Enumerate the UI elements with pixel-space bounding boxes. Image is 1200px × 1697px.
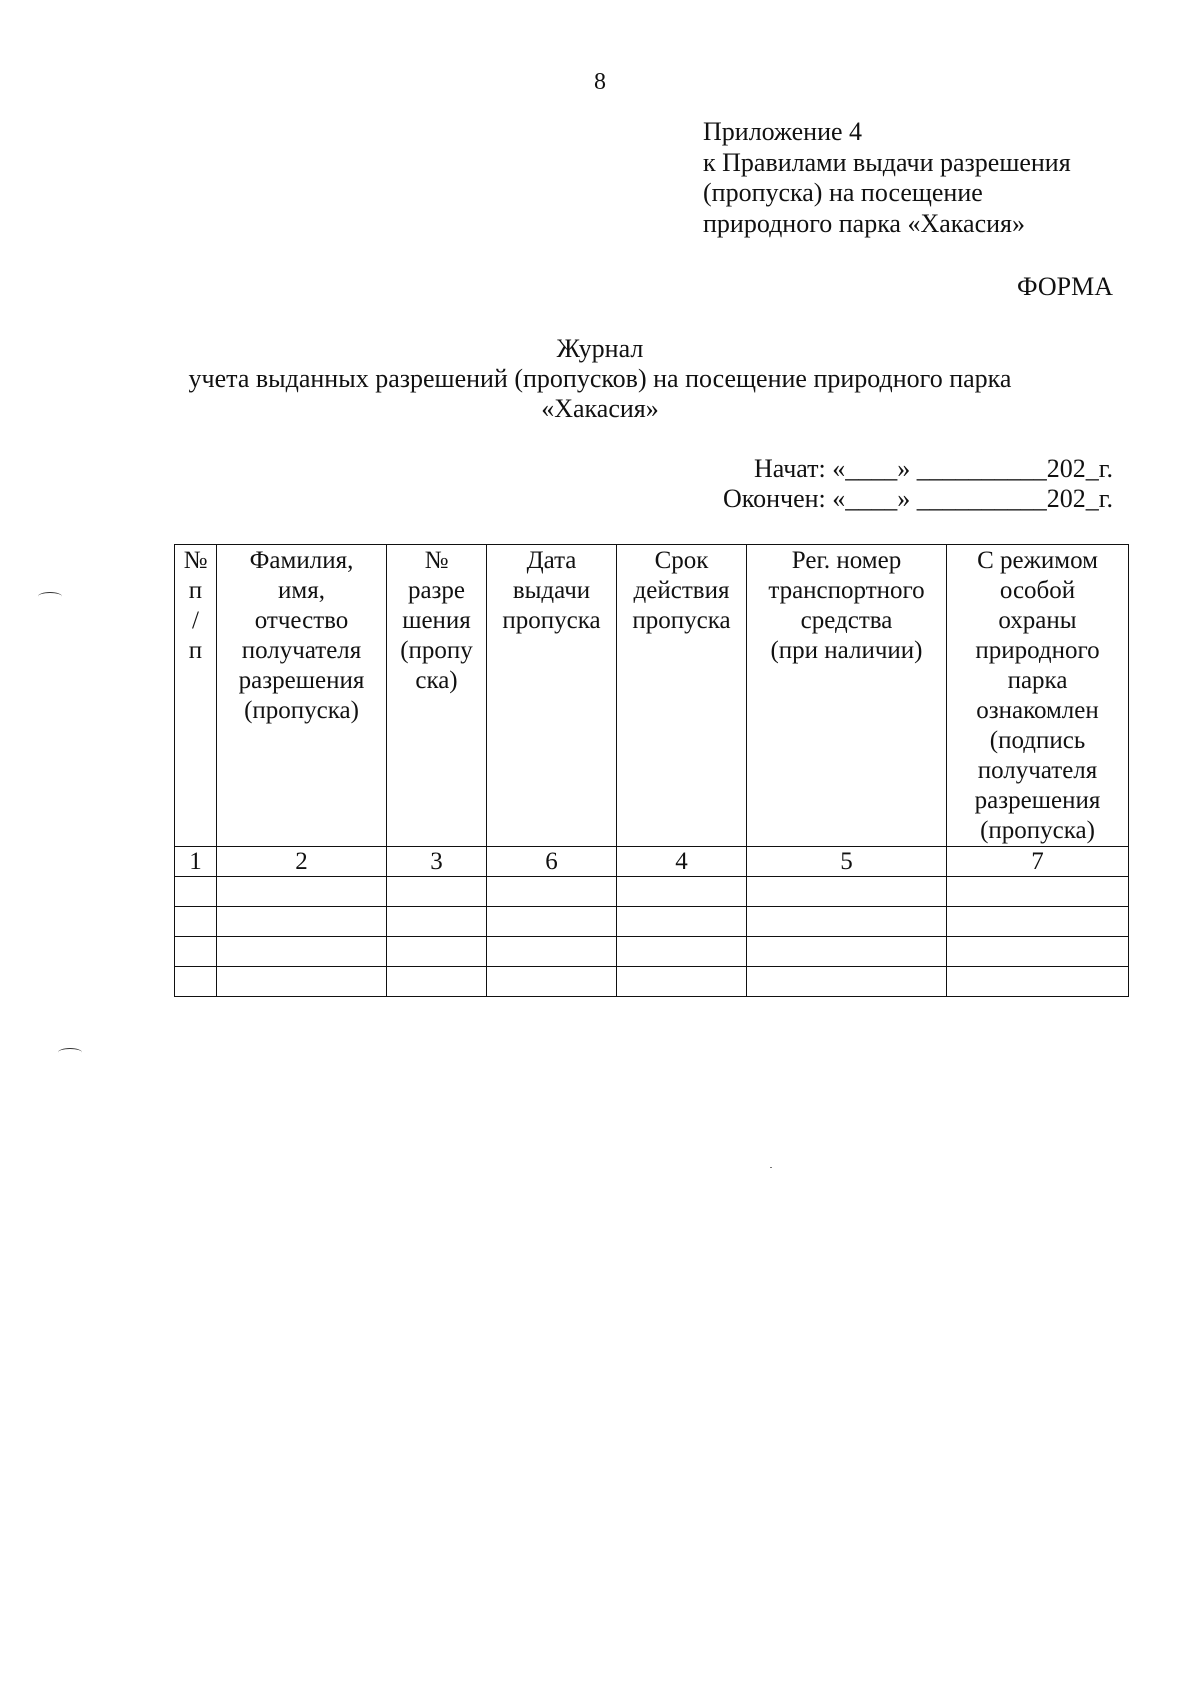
- header-cell-line: шения: [402, 607, 471, 634]
- title-subheading: учета выданных разрешений (пропусков) на посещение природного парка: [188, 364, 1012, 393]
- header-cell-line: (пропу: [400, 637, 473, 664]
- header-cell: [947, 545, 1129, 847]
- header-cell-line: Фамилия,: [249, 547, 354, 574]
- table-header-row: [175, 545, 1129, 847]
- header-cell-line: Срок: [654, 547, 709, 574]
- scan-mark: [38, 592, 62, 601]
- finished-date-field: Окончен: «____» __________202_г.: [723, 484, 1113, 513]
- empty-cell: [747, 907, 947, 937]
- header-cell-line: получателя: [241, 637, 362, 664]
- empty-cell: [217, 967, 387, 997]
- title-park-name: «Хакасия»: [541, 394, 659, 423]
- journal-dates: [723, 454, 1113, 514]
- empty-cell: [175, 907, 217, 937]
- empty-cell: [947, 937, 1129, 967]
- header-cell-line: ознакомлен: [976, 697, 1099, 724]
- header-cell-line: №: [183, 547, 208, 574]
- appendix-line: к Правилами выдачи разрешения: [703, 147, 1071, 177]
- header-cell: [487, 545, 617, 847]
- started-date-field: Начат: «____» __________202_г.: [753, 454, 1113, 483]
- header-cell-line: получателя: [977, 757, 1098, 784]
- empty-cell: [217, 907, 387, 937]
- header-cell-line: №: [424, 547, 449, 574]
- header-cell-line: С режимом: [977, 547, 1098, 574]
- journal-table-body: [175, 545, 1129, 997]
- empty-cell: [387, 937, 487, 967]
- header-cell-line: разрешения: [974, 787, 1101, 814]
- header-cell: [747, 545, 947, 847]
- column-number-cell: 4: [617, 847, 747, 877]
- header-cell-line: (пропуска): [980, 817, 1095, 844]
- header-cell-line: средства: [800, 607, 893, 634]
- empty-cell: [747, 967, 947, 997]
- document-title: [0, 334, 1200, 424]
- header-cell-line: особой: [999, 577, 1076, 604]
- header-cell-line: разре: [407, 577, 466, 604]
- empty-cell: [617, 937, 747, 967]
- empty-cell: [947, 877, 1129, 907]
- header-cell-line: п: [188, 577, 203, 604]
- empty-cell: [617, 967, 747, 997]
- column-number-cell: 7: [947, 847, 1129, 877]
- column-number-row: [175, 847, 1129, 877]
- column-number-cell: 1: [175, 847, 217, 877]
- table-row: [175, 937, 1129, 967]
- header-cell-line: (при наличии): [770, 637, 923, 664]
- header-cell-line: /: [192, 607, 199, 634]
- header-cell-line: (пропуска): [244, 697, 359, 724]
- header-cell: [217, 545, 387, 847]
- empty-cell: [175, 967, 217, 997]
- empty-cell: [387, 877, 487, 907]
- header-cell-line: выдачи: [512, 577, 591, 604]
- header-cell-line: (подпись: [989, 727, 1086, 754]
- header-cell-line: имя,: [278, 577, 325, 604]
- empty-cell: [617, 907, 747, 937]
- empty-cell: [387, 907, 487, 937]
- appendix-reference: [703, 117, 1071, 239]
- header-cell-line: природного: [975, 637, 1100, 664]
- header-cell-line: Дата: [526, 547, 577, 574]
- header-cell-line: транспортного: [768, 577, 925, 604]
- header-cell-line: пропуска: [502, 607, 601, 634]
- empty-cell: [487, 907, 617, 937]
- form-label: ФОРМА: [1017, 272, 1113, 301]
- empty-cell: [487, 877, 617, 907]
- page-number: 8: [594, 69, 606, 95]
- empty-cell: [175, 937, 217, 967]
- header-cell-line: Рег. номер: [791, 547, 902, 574]
- empty-cell: [947, 907, 1129, 937]
- empty-cell: [617, 877, 747, 907]
- header-cell-line: отчество: [254, 607, 349, 634]
- empty-cell: [487, 937, 617, 967]
- scan-mark: [58, 1048, 82, 1057]
- empty-cell: [747, 877, 947, 907]
- title-heading: Журнал: [556, 334, 644, 363]
- header-cell-line: п: [188, 637, 203, 664]
- header-cell-line: ска): [415, 667, 458, 694]
- appendix-line: природного парка «Хакасия»: [703, 208, 1025, 238]
- header-cell: [617, 545, 747, 847]
- appendix-line: Приложение 4: [703, 117, 863, 146]
- journal-table: [174, 544, 1129, 997]
- table-row: [175, 907, 1129, 937]
- empty-cell: [747, 937, 947, 967]
- empty-cell: [217, 937, 387, 967]
- column-number-cell: 6: [487, 847, 617, 877]
- scan-dot: [770, 1167, 772, 1168]
- empty-cell: [947, 967, 1129, 997]
- table-row: [175, 967, 1129, 997]
- header-cell-line: пропуска: [632, 607, 731, 634]
- header-cell: [175, 545, 217, 847]
- table-row: [175, 877, 1129, 907]
- header-cell-line: разрешения: [238, 667, 365, 694]
- header-cell: [387, 545, 487, 847]
- empty-cell: [217, 877, 387, 907]
- empty-cell: [387, 967, 487, 997]
- column-number-cell: 2: [217, 847, 387, 877]
- header-cell-line: парка: [1007, 667, 1068, 694]
- appendix-line: (пропуска) на посещение: [703, 178, 983, 207]
- header-cell-line: охраны: [998, 607, 1077, 634]
- column-number-cell: 5: [747, 847, 947, 877]
- header-cell-line: действия: [633, 577, 730, 604]
- empty-cell: [487, 967, 617, 997]
- empty-cell: [175, 877, 217, 907]
- column-number-cell: 3: [387, 847, 487, 877]
